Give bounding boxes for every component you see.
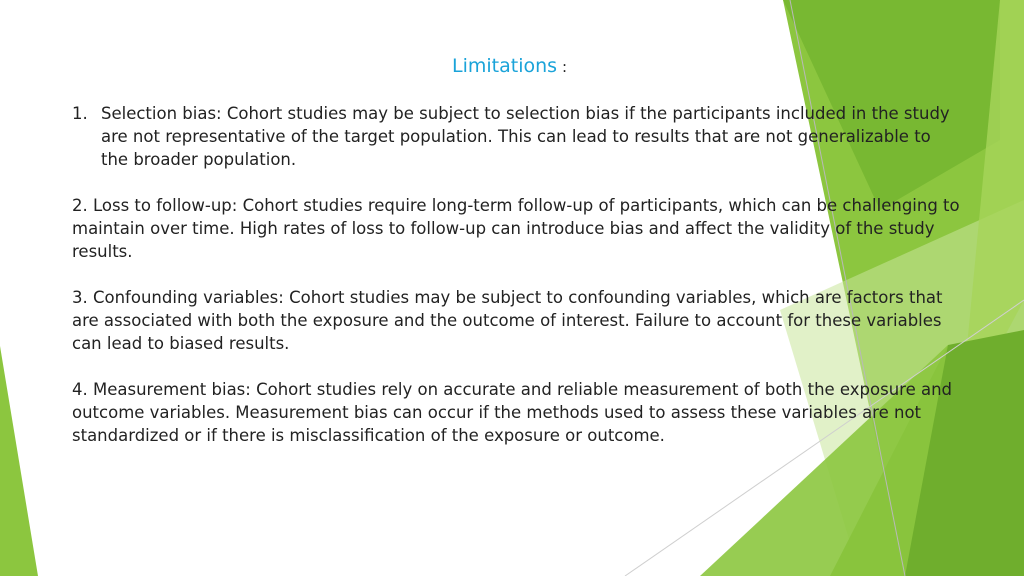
limitations-list [72, 102, 962, 447]
slide-title [452, 53, 567, 80]
list-item-confounding-variables: 3. Confounding variables: Cohort studies may be subject to confounding variables, which are factors that are associated with both the exposure and the outcome of interest. Failure to account for these variables can lead to biased results. [72, 288, 943, 353]
title-text: Limitations [452, 55, 558, 77]
title-colon: : [562, 58, 568, 76]
list-item-number: 1. [72, 104, 88, 123]
list-item-loss-to-follow-up: 2. Loss to follow-up: Cohort studies require long-term follow-up of participants, which can be challenging to maintain over time. High rates of loss to follow-up can introduce bias and affect the validity of the study results. [72, 196, 960, 261]
list-item-measurement-bias: 4. Measurement bias: Cohort studies rely on accurate and reliable measurement of both the exposure and outcome variables. Measurement bias can occur if the methods used to assess these variables are not standardized or if there is misclassification of the exposure or outcome. [72, 380, 953, 445]
list-item-text: Selection bias: Cohort studies may be subject to selection bias if the participants included in the study are not representative of the target population. This can lead to results that are not generalizable to the broader population. [101, 104, 950, 169]
list-item-selection-bias [72, 102, 962, 171]
left-green-sliver [0, 346, 38, 576]
